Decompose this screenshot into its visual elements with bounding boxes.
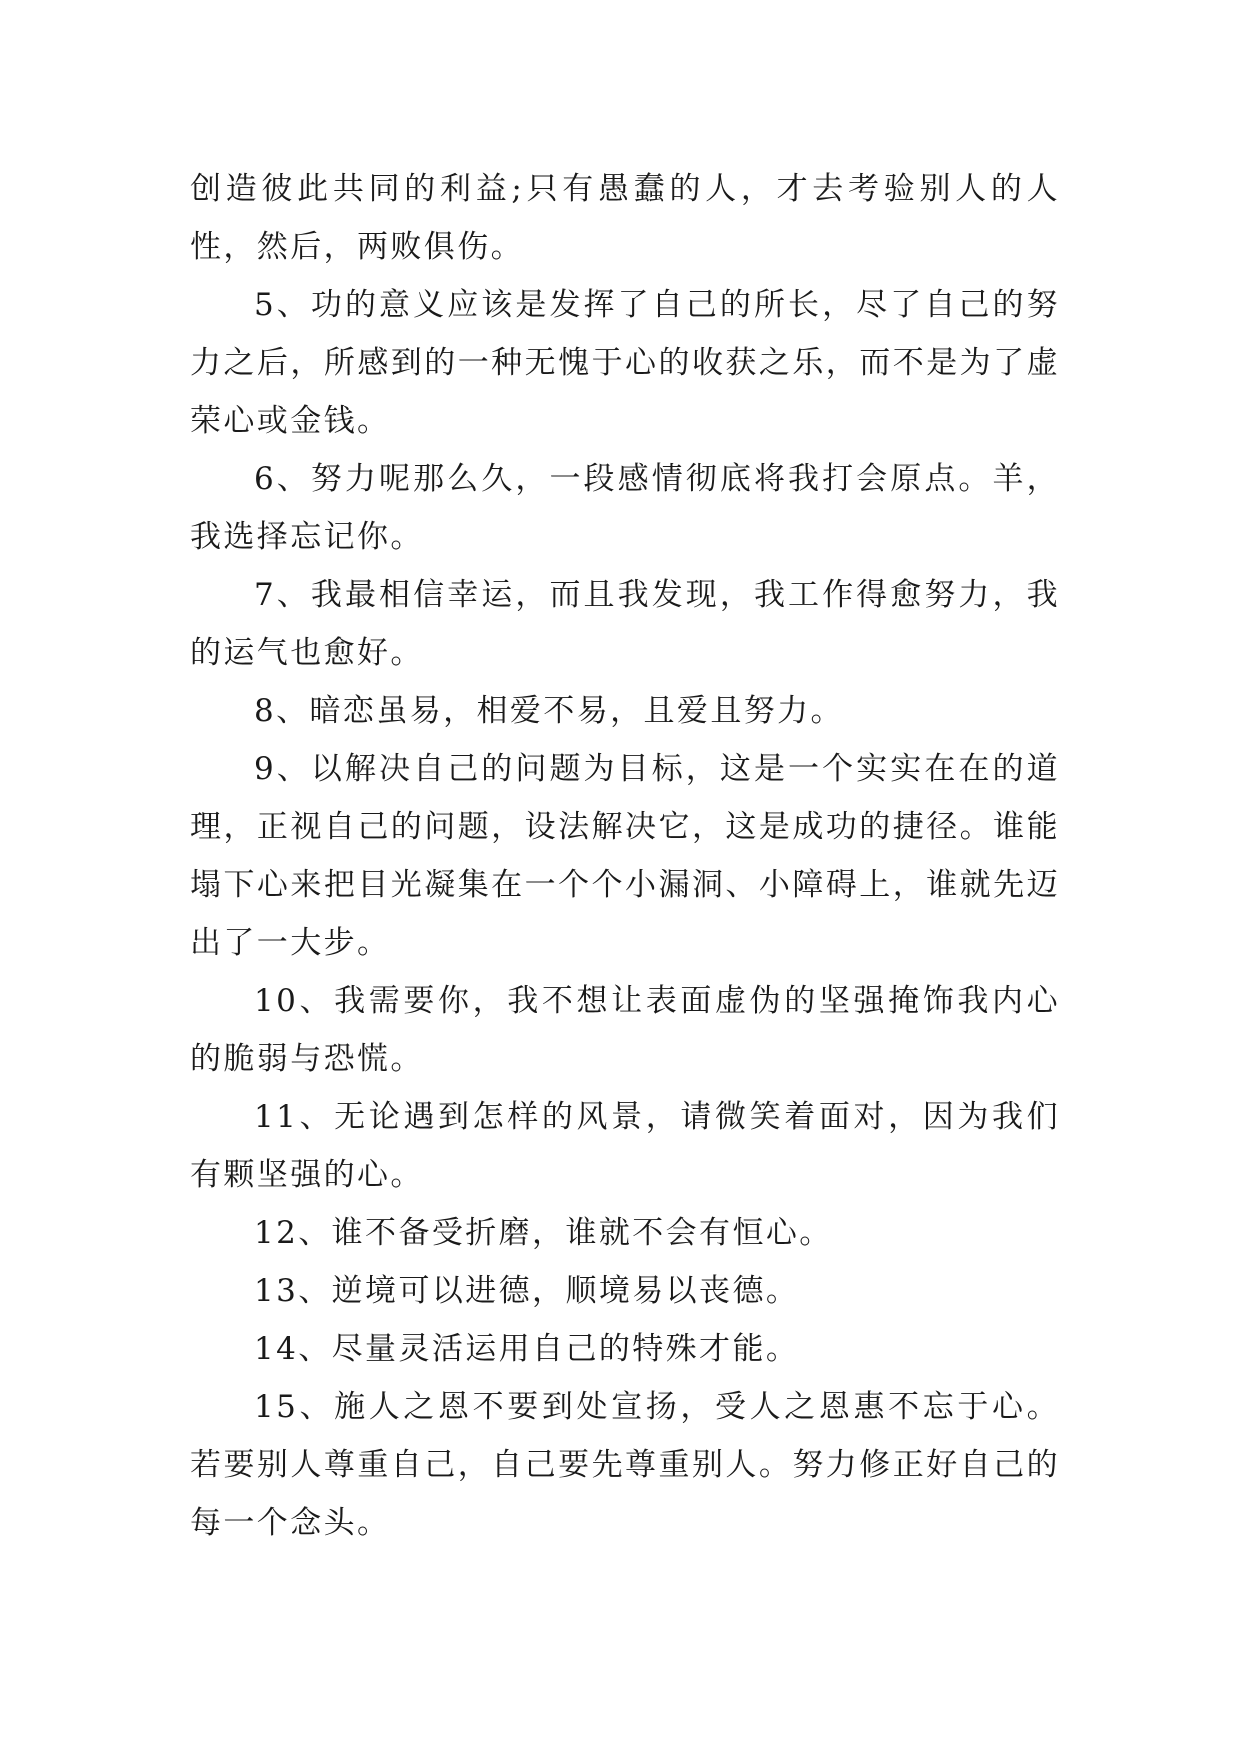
paragraph-item-7: 7、我最相信幸运，而且我发现，我工作得愈努力，我的运气也愈好。	[190, 577, 1060, 671]
paragraph-item-9: 9、以解决自己的问题为目标，这是一个实实在在的道理，正视自己的问题，设法解决它，这是成功的捷径。谁能塌下心来把目光凝集在一个个小漏洞、小障碍上，谁就先迈出了一大步。	[190, 751, 1060, 961]
paragraph-item-14: 14、尽量灵活运用自己的特殊才能。	[254, 1331, 800, 1367]
paragraph-item-5: 5、功的意义应该是发挥了自己的所长，尽了自己的努力之后，所感到的一种无愧于心的收获之乐，而不是为了虚荣心或金钱。	[190, 287, 1060, 439]
paragraph-item-12: 12、谁不备受折磨，谁就不会有恒心。	[254, 1215, 833, 1251]
paragraph-continuation: 创造彼此共同的利益;只有愚蠢的人，才去考验别人的人性，然后，两败俱伤。	[190, 171, 1060, 265]
paragraph-item-15: 15、施人之恩不要到处宣扬，受人之恩惠不忘于心。若要别人尊重自己，自己要先尊重别人。努力修正好自己的每一个念头。	[190, 1389, 1060, 1541]
paragraph-item-10: 10、我需要你，我不想让表面虚伪的坚强掩饰我内心的脆弱与恐慌。	[190, 983, 1060, 1077]
document-body	[190, 160, 1060, 1552]
paragraph-item-13: 13、逆境可以进德，顺境易以丧德。	[254, 1273, 800, 1309]
paragraph-item-6: 6、努力呢那么久，一段感情彻底将我打会原点。羊，我选择忘记你。	[190, 461, 1060, 555]
paragraph-item-11: 11、无论遇到怎样的风景，请微笑着面对，因为我们有颗坚强的心。	[190, 1099, 1060, 1193]
paragraph-item-8: 8、暗恋虽易，相爱不易，且爱且努力。	[254, 693, 844, 729]
